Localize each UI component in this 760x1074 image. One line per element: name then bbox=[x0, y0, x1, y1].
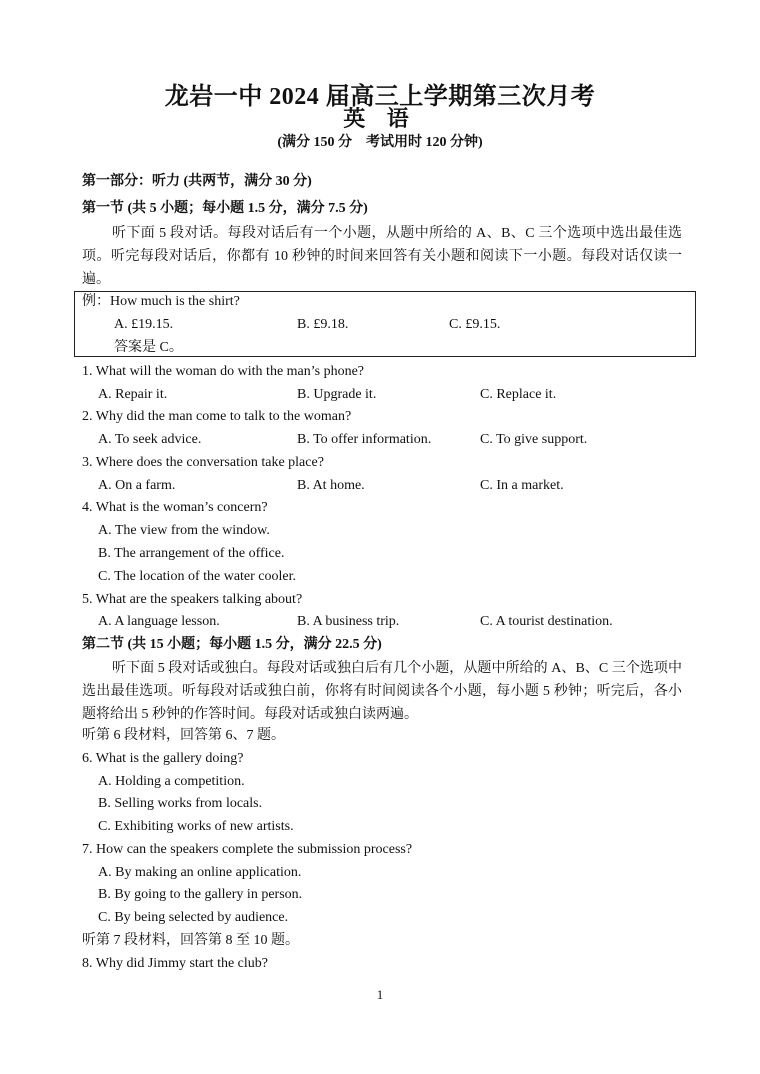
material-7-label: 听第 7 段材料，回答第 8 至 10 题。 bbox=[82, 933, 299, 948]
section1-heading: 第一节 (共 5 小题；每小题 1.5 分，满分 7.5 分) bbox=[82, 201, 368, 216]
q1-option-a: A. Repair it. bbox=[98, 387, 168, 402]
q4-option-a: A. The view from the window. bbox=[98, 523, 270, 538]
example-answer: 答案是 C。 bbox=[114, 340, 183, 355]
q3-option-c: C. In a market. bbox=[480, 478, 564, 493]
q6-option-a: A. Holding a competition. bbox=[98, 774, 245, 789]
question-3: 3. Where does the conversation take place? bbox=[82, 455, 324, 470]
q2-option-b: B. To offer information. bbox=[297, 432, 432, 447]
q5-option-c: C. A tourist destination. bbox=[480, 614, 613, 629]
q7-option-b: B. By going to the gallery in person. bbox=[98, 887, 303, 902]
q4-option-b: B. The arrangement of the office. bbox=[98, 546, 285, 561]
part1-heading: 第一部分：听力 (共两节，满分 30 分) bbox=[82, 174, 312, 189]
question-6: 6. What is the gallery doing? bbox=[82, 751, 244, 766]
section2-instructions: 听下面 5 段对话或独白。每段对话或独白后有几个小题，从题中所给的 A、B、C 三个选项中选出最佳选项。听每段对话或独白前，你将有时间阅读各个小题，每小题 5 秒钟；听完后，各小题将给出 5 秒钟的作答时间。每段对话或独白读两遍。 bbox=[82, 661, 682, 722]
exam-info: (满分 150 分 考试用时 120 分钟) bbox=[277, 135, 483, 150]
subject-title: 英 语 bbox=[343, 106, 417, 131]
q5-option-a: A. A language lesson. bbox=[98, 614, 220, 629]
example-option-a: A. £19.15. bbox=[114, 317, 174, 332]
q6-option-c: C. Exhibiting works of new artists. bbox=[98, 819, 294, 834]
question-1: 1. What will the woman do with the man’s phone? bbox=[82, 364, 365, 379]
q2-option-c: C. To give support. bbox=[480, 432, 588, 447]
q3-option-b: B. At home. bbox=[297, 478, 365, 493]
section1-instructions: 听下面 5 段对话。每段对话后有一个小题，从题中所给的 A、B、C 三个选项中选出最佳选项。听完每段对话后，你都有 10 秒钟的时间来回答有关小题和阅读下一小题。每段对话仅读一遍。 bbox=[82, 226, 682, 287]
page-number: 1 bbox=[376, 987, 384, 1002]
question-5: 5. What are the speakers talking about? bbox=[82, 592, 303, 607]
q1-option-c: C. Replace it. bbox=[480, 387, 557, 402]
question-2: 2. Why did the man come to talk to the woman? bbox=[82, 409, 352, 424]
q4-option-c: C. The location of the water cooler. bbox=[98, 569, 297, 584]
example-question: 例：How much is the shirt? bbox=[82, 294, 240, 309]
q3-option-a: A. On a farm. bbox=[98, 478, 176, 493]
question-7: 7. How can the speakers complete the submission process? bbox=[82, 842, 413, 857]
q5-option-b: B. A business trip. bbox=[297, 614, 400, 629]
section2-heading: 第二节 (共 15 小题；每小题 1.5 分，满分 22.5 分) bbox=[82, 637, 382, 652]
q1-option-b: B. Upgrade it. bbox=[297, 387, 377, 402]
question-8: 8. Why did Jimmy start the club? bbox=[82, 956, 268, 971]
exam-title: 龙岩一中 2024 届高三上学期第三次月考 bbox=[164, 84, 596, 110]
q2-option-a: A. To seek advice. bbox=[98, 432, 202, 447]
q7-option-a: A. By making an online application. bbox=[98, 865, 302, 880]
example-option-c: C. £9.15. bbox=[449, 317, 501, 332]
q6-option-b: B. Selling works from locals. bbox=[98, 796, 263, 811]
material-6-label: 听第 6 段材料，回答第 6、7 题。 bbox=[82, 728, 285, 743]
q7-option-c: C. By being selected by audience. bbox=[98, 910, 289, 925]
example-option-b: B. £9.18. bbox=[297, 317, 349, 332]
question-4: 4. What is the woman’s concern? bbox=[82, 500, 268, 515]
